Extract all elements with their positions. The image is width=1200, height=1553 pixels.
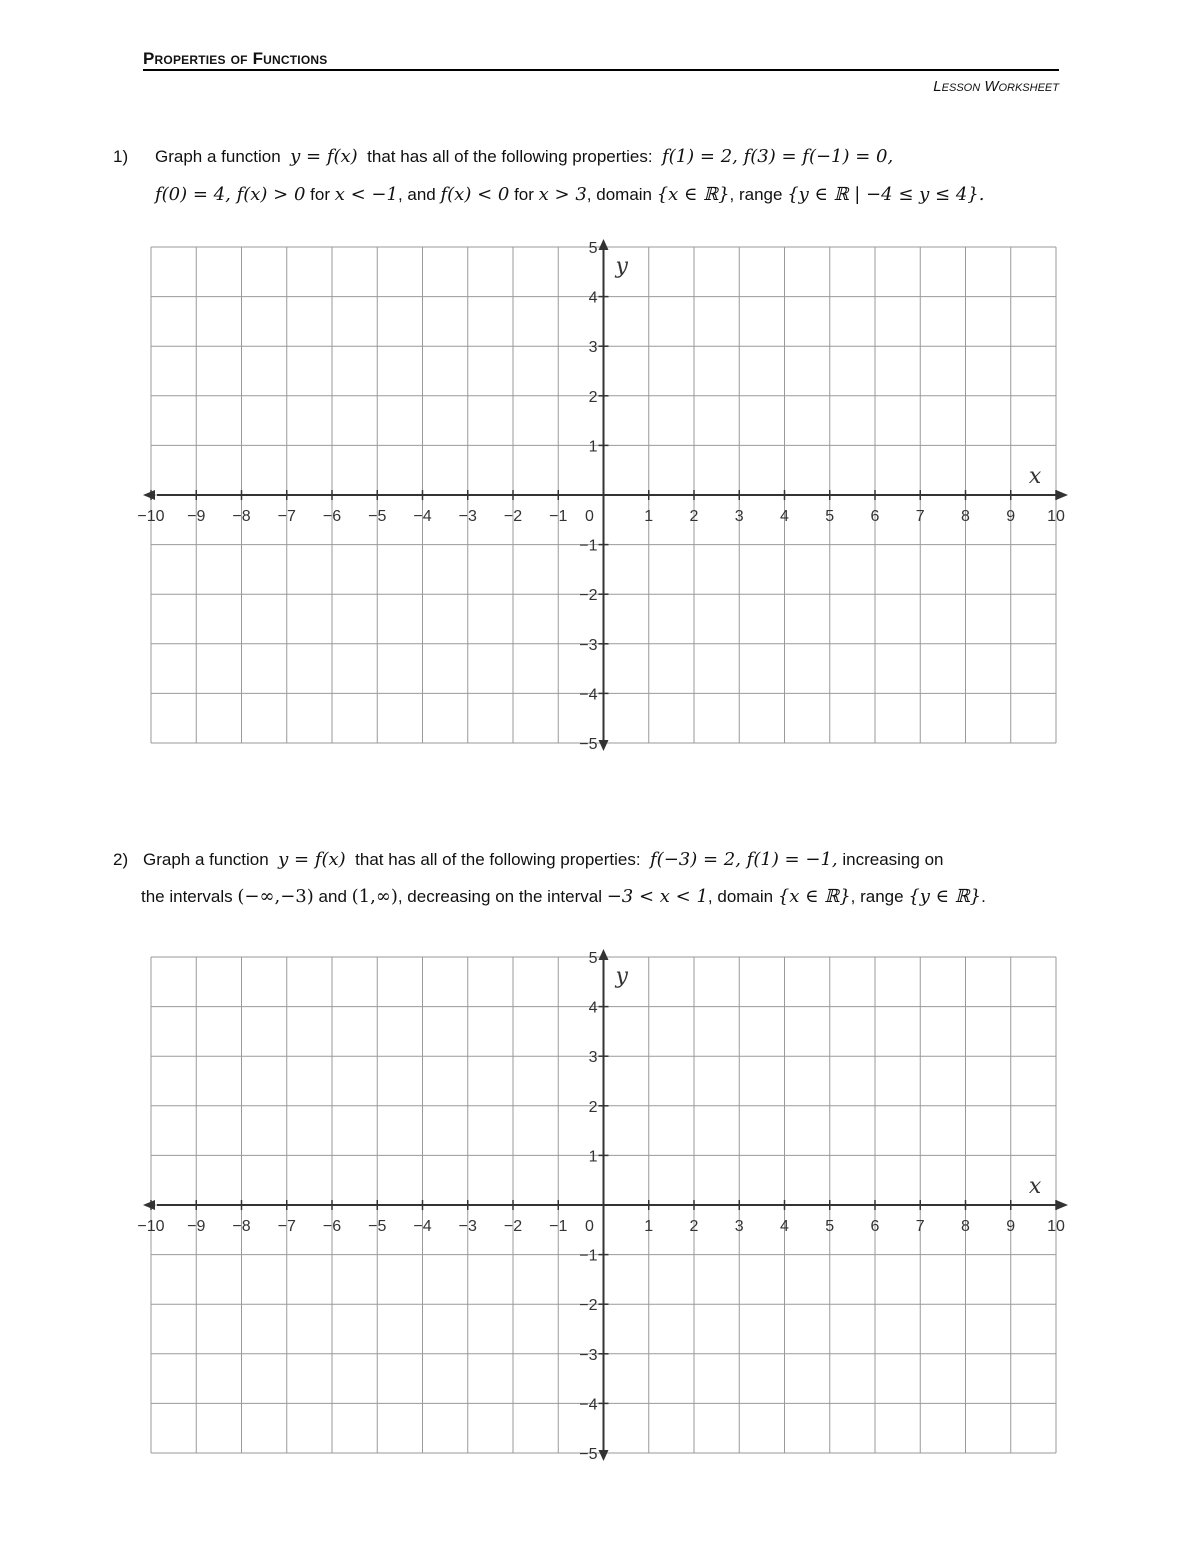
q1-text: for [310, 185, 330, 204]
question-1-line-2 [155, 184, 984, 205]
q2-interval-expr: (1,∞) [351, 886, 398, 907]
q2-text: the intervals [141, 887, 233, 906]
q1-text: , range [729, 185, 783, 204]
y-tick-label: −4 [579, 686, 598, 704]
q2-text: that has all of the following properties: [355, 850, 641, 869]
graph-grid-1[interactable] [130, 230, 1080, 770]
q2-text: . [981, 887, 986, 906]
x-tick-label: 7 [915, 1218, 925, 1235]
y-tick-label: −1 [579, 537, 598, 555]
y-tick-label: −2 [579, 1297, 598, 1315]
question-1-number: 1) [113, 147, 129, 166]
y-tick-label: −3 [579, 1346, 598, 1364]
x-tick-label: 6 [870, 508, 880, 525]
y-tick-label: 3 [588, 1049, 598, 1067]
q2-text: increasing on [842, 850, 944, 869]
x-tick-label: −3 [458, 1218, 477, 1235]
q1-text: , domain [586, 185, 652, 204]
q1-range-expr: {y ∈ ℝ | −4 ≤ y ≤ 4}. [787, 184, 985, 205]
q1-condition-expr: x > 3 [538, 184, 587, 205]
x-axis-right-arrow-icon [1056, 490, 1068, 500]
x-tick-label: −9 [187, 1218, 206, 1235]
x-tick-label: −8 [232, 1218, 251, 1235]
x-tick-label: 7 [915, 508, 925, 525]
q1-text: that has all of the following properties: [367, 147, 653, 166]
y-tick-label: 1 [588, 438, 598, 456]
header-divider [143, 69, 1059, 71]
x-tick-label: 3 [734, 508, 744, 525]
x-tick-label: −8 [232, 508, 251, 525]
x-tick-label: −7 [277, 1218, 296, 1235]
worksheet-title: Properties of Functions [143, 49, 328, 68]
x-tick-label: 3 [734, 1218, 744, 1235]
q2-text: and [318, 887, 347, 906]
y-tick-label: −3 [579, 636, 598, 654]
x-axis-left-arrow-icon [143, 1200, 155, 1210]
x-tick-label: 2 [689, 1218, 699, 1235]
x-tick-label: 9 [1006, 508, 1016, 525]
q2-text: , range [850, 887, 904, 906]
x-tick-label: −10 [137, 1218, 165, 1235]
x-tick-label: 1 [644, 1218, 654, 1235]
question-2-line-1 [143, 849, 943, 870]
x-tick-label: 8 [961, 508, 970, 525]
y-tick-label: 5 [588, 950, 598, 967]
y-tick-label: 5 [588, 240, 598, 257]
question-2-number: 2) [113, 850, 129, 869]
x-tick-label: 10 [1047, 508, 1065, 525]
y-axis-down-arrow-icon [599, 740, 609, 751]
x-axis-left-arrow-icon [143, 490, 155, 500]
y-tick-label: −2 [579, 587, 598, 605]
x-tick-label: −7 [277, 508, 296, 525]
y-axis-up-arrow-icon [599, 949, 609, 960]
y-tick-label: 4 [588, 999, 598, 1017]
x-tick-label: −6 [322, 508, 342, 525]
q2-text: , domain [707, 887, 774, 906]
x-axis-right-arrow-icon [1056, 1200, 1068, 1210]
x-tick-label: −9 [187, 508, 206, 525]
x-tick-label: −6 [322, 1218, 342, 1235]
q2-text: , decreasing on the interval [397, 887, 602, 906]
x-tick-label: 5 [825, 508, 835, 525]
q1-property-expr: f(0) = 4, f(x) > 0 [155, 184, 306, 205]
q1-text: Graph a function [155, 147, 281, 166]
y-tick-label: −4 [579, 1396, 598, 1414]
x-tick-label: 6 [870, 1218, 880, 1235]
x-tick-label: 10 [1047, 1218, 1065, 1235]
y-axis-label: y [615, 964, 628, 989]
x-tick-label: −4 [413, 1218, 432, 1235]
x-tick-label: 0 [585, 508, 594, 525]
graph-grid-2[interactable] [130, 940, 1080, 1480]
y-tick-label: −1 [579, 1247, 598, 1265]
x-tick-label: −2 [503, 508, 523, 525]
q1-text: , and [397, 185, 436, 204]
y-axis-down-arrow-icon [599, 1450, 609, 1461]
x-tick-label: −5 [368, 508, 387, 525]
x-tick-label: −10 [137, 508, 165, 525]
y-axis-label: y [615, 254, 628, 279]
x-tick-label: 4 [780, 508, 789, 525]
y-tick-label: 3 [588, 339, 598, 357]
q2-property-expr: f(−3) = 2, f(1) = −1, [650, 849, 838, 870]
q2-domain-expr: {x ∈ ℝ} [777, 886, 851, 907]
y-tick-label: 2 [588, 1098, 598, 1116]
x-tick-label: −4 [413, 508, 432, 525]
x-tick-label: 0 [585, 1218, 594, 1235]
y-tick-label: −5 [579, 1446, 598, 1463]
q2-text: Graph a function [143, 850, 269, 869]
x-tick-label: −1 [549, 1218, 568, 1235]
q2-interval-expr: (−∞,−3) [237, 886, 314, 907]
x-tick-label: 9 [1006, 1218, 1016, 1235]
y-tick-label: −5 [579, 736, 598, 753]
x-tick-label: 4 [780, 1218, 789, 1235]
x-axis-label: x [1028, 464, 1042, 489]
q1-function-expr: y = f(x) [290, 146, 358, 167]
coordinate-plane[interactable] [130, 230, 1080, 770]
y-axis-up-arrow-icon [599, 239, 609, 250]
y-tick-label: 4 [588, 289, 598, 307]
x-tick-label: −3 [458, 508, 477, 525]
q1-condition-expr: x < −1 [334, 184, 398, 205]
q1-text: for [514, 185, 534, 204]
worksheet-subtitle: Lesson Worksheet [933, 78, 1059, 95]
x-tick-label: −5 [368, 1218, 387, 1235]
x-tick-label: 8 [961, 1218, 970, 1235]
question-1-line-1 [155, 146, 893, 167]
x-tick-label: 1 [644, 508, 654, 525]
x-tick-label: −1 [549, 508, 568, 525]
y-tick-label: 1 [588, 1148, 598, 1166]
q2-range-expr: {y ∈ ℝ} [908, 886, 982, 907]
x-axis-label: x [1028, 1174, 1042, 1199]
q2-interval-expr: −3 < x < 1 [606, 886, 708, 907]
q2-function-expr: y = f(x) [278, 849, 346, 870]
coordinate-plane[interactable] [130, 940, 1080, 1480]
x-tick-label: 2 [689, 508, 699, 525]
x-tick-label: −2 [503, 1218, 523, 1235]
question-2-line-2 [141, 886, 986, 907]
x-tick-label: 5 [825, 1218, 835, 1235]
q1-property-expr: f(x) < 0 [440, 184, 510, 205]
q1-domain-expr: {x ∈ ℝ} [656, 184, 730, 205]
y-tick-label: 2 [588, 388, 598, 406]
q1-property-expr: f(1) = 2, f(3) = f(−1) = 0, [662, 146, 894, 167]
